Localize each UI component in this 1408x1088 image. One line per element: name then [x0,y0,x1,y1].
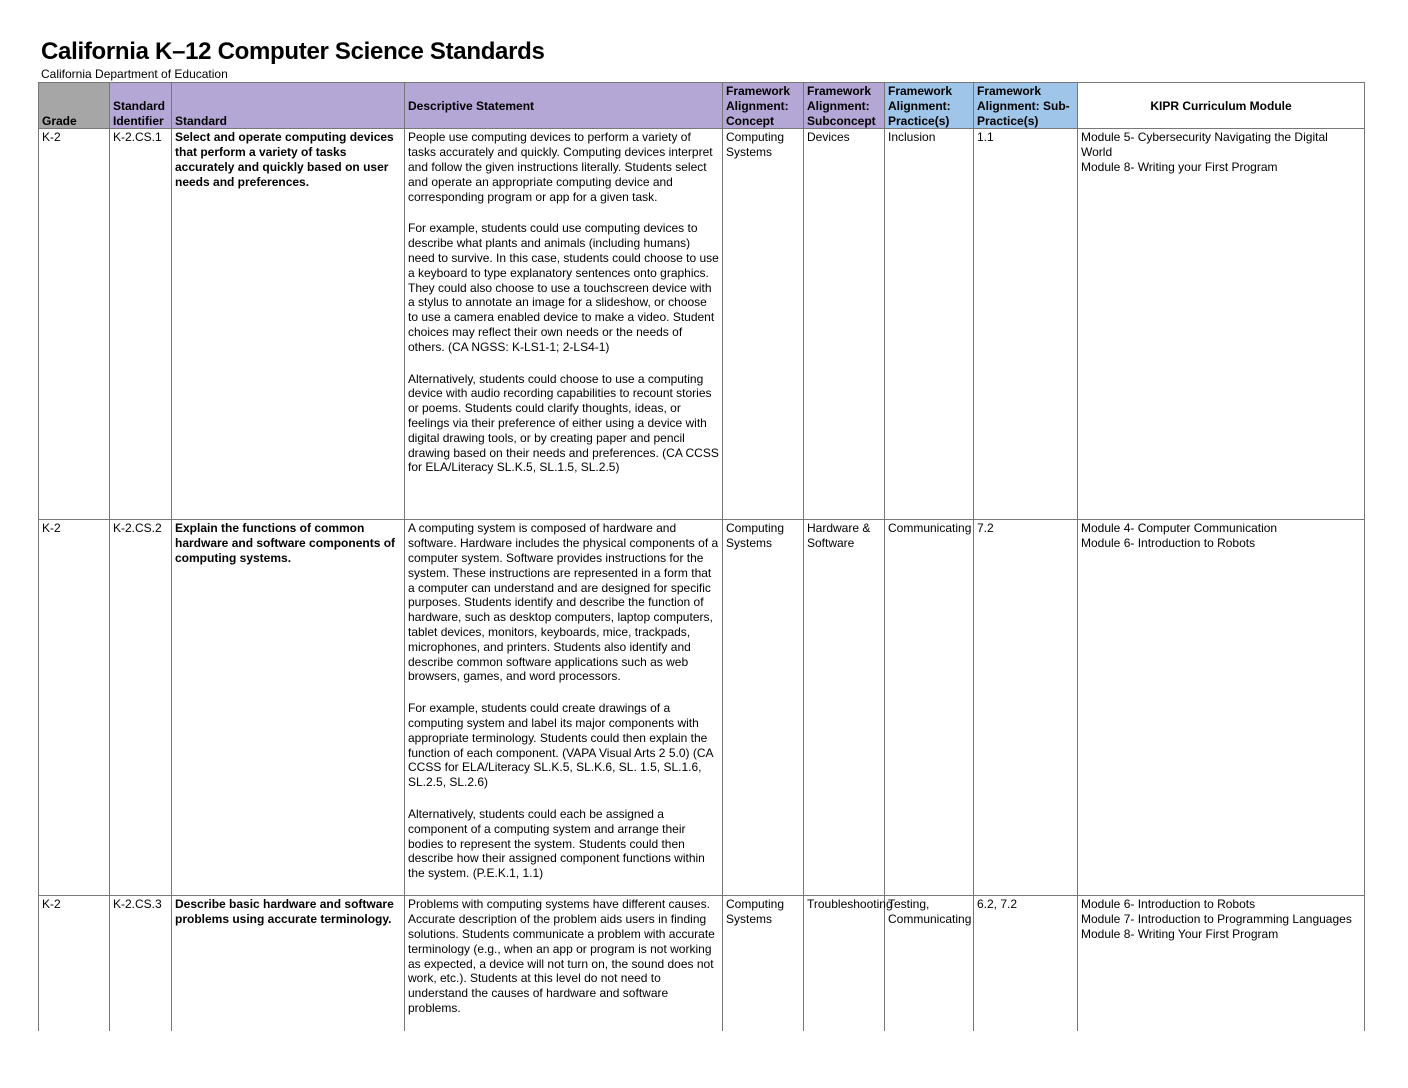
module-item: Module 6- Introduction to Robots [1081,897,1256,912]
module-item: Module 5- Cybersecurity Navigating the Digital World [1081,130,1328,160]
subpractice-cell: 6.2, 7.2 [974,896,1078,1032]
practice-cell: Communicating [885,520,974,896]
column-header-concept: Framework Alignment: Concept [723,83,804,129]
subconcept-cell: Troubleshooting [804,896,885,1032]
column-header-kipr-module: KIPR Curriculum Module [1078,83,1365,129]
practice-cell: Testing, Communicating [885,896,974,1032]
module-cell [1078,896,1365,1032]
column-header-description: Descriptive Statement [405,83,723,129]
subpractice-cell: 1.1 [974,129,1078,520]
module-item: Module 7- Introduction to Programming Languages [1081,912,1352,927]
description-cell [405,520,723,896]
column-header-subconcept: Framework Alignment: Subconcept [804,83,885,129]
description-paragraph: Problems with computing systems have different causes. Accurate description of the problem aids users in finding solutions. Students communicate a problem with accurate terminology (e.g., when an app or program is not working as expected, a device will not turn on, the sound does not work, etc.). Students at this level do not need to understand the causes of hardware and software problems. [408,897,715,1015]
concept-cell: Computing Systems [723,896,804,1032]
grade-cell: K-2 [39,520,110,896]
description-cell [405,896,723,1032]
description-paragraph: Alternatively, students could choose to use a computing device with audio recording capabilities to recount stories or poems. Students could clarify thoughts, ideas, or feelings via their preference of either using a device with digital drawing tools, or by creating paper and pencil drawing based on their needs and preferences. (CA CCSS for ELA/Literacy SL.K.5, SL.1.5, SL.2.5) [408,371,719,475]
description-cell [405,129,723,520]
table-row [39,129,1365,520]
subconcept-cell: Hardware & Software [804,520,885,896]
page-subtitle: California Department of Education [41,67,228,81]
module-item: Module 8- Writing your First Program [1081,159,1278,174]
description-paragraph: For example, students could create drawings of a computing system and label its major components with appropriate terminology. Students could then explain the function of each component. (VAPA Visual Arts 2 5.0) (CA CCSS for ELA/Literacy SL.K.5, SL.K.6, SL. 1.5, SL.1.6, SL.2.5, SL.2.6) [408,701,713,790]
description-paragraph: People use computing devices to perform a variety of tasks accurately and quickly. Computing devices interpret and follow the given instructions literally. Students select and operate an appropriate computing device and corresponding program or app for a given task. [408,130,713,204]
description-paragraph: A computing system is composed of hardware and software. Hardware includes the physical components of a computer system. Software provides instructions for the system. These instructions are represented in a form that a computer can understand and are designed for specific purposes. Students identify and describe the function of hardware, such as desktop computers, laptop computers, tablet devices, monitors, keyboards, mice, trackpads, microphones, and printers. Students also identify and describe common software applications such as web browsers, games, and word processors. [408,521,719,684]
standard-cell: Explain the functions of common hardware and software components of computing systems. [172,520,405,896]
module-item: Module 4- Computer Communication [1081,521,1278,536]
module-cell [1078,129,1365,520]
concept-cell: Computing Systems [723,129,804,520]
module-item: Module 6- Introduction to Robots [1081,536,1256,551]
module-item: Module 8- Writing Your First Program [1081,926,1279,941]
column-header-practice: Framework Alignment: Practice(s) [885,83,974,129]
identifier-cell: K-2.CS.2 [110,520,172,896]
column-header-identifier: Standard Identifier [110,83,172,129]
subpractice-cell: 7.2 [974,520,1078,896]
concept-cell: Computing Systems [723,520,804,896]
column-header-grade: Grade [39,83,110,129]
identifier-cell: K-2.CS.3 [110,896,172,1032]
table-header-row [39,83,1365,129]
table-row [39,520,1365,896]
description-paragraph: Alternatively, students could each be assigned a component of a computing system and arrange their bodies to represent the system. Students could then describe how their assigned component functions within the system. (P.E.K.1, 1.1) [408,806,705,881]
standard-cell: Select and operate computing devices that perform a variety of tasks accurately and quickly based on user needs and preferences. [172,129,405,520]
standard-cell: Describe basic hardware and software problems using accurate terminology. [172,896,405,1032]
practice-cell: Inclusion [885,129,974,520]
module-cell [1078,520,1365,896]
grade-cell: K-2 [39,129,110,520]
subconcept-cell: Devices [804,129,885,520]
standards-table [38,82,1365,1031]
page-title: California K–12 Computer Science Standards [41,38,545,65]
grade-cell: K-2 [39,896,110,1032]
column-header-standard: Standard [172,83,405,129]
column-header-subpractice: Framework Alignment: Sub-Practice(s) [974,83,1078,129]
description-paragraph: For example, students could use computing devices to describe what plants and animals (including humans) need to survive. In this case, students could choose to use a keyboard to type explanatory sentences onto graphics. They could also choose to use a touchscreen device with a stylus to annotate an image for a slideshow, or choose to use a camera enabled device to make a video. Student choices may reflect their own needs or the needs of others. (CA NGSS: K-LS1-1; 2-LS4-1) [408,221,719,354]
table-row [39,896,1365,1032]
identifier-cell: K-2.CS.1 [110,129,172,520]
